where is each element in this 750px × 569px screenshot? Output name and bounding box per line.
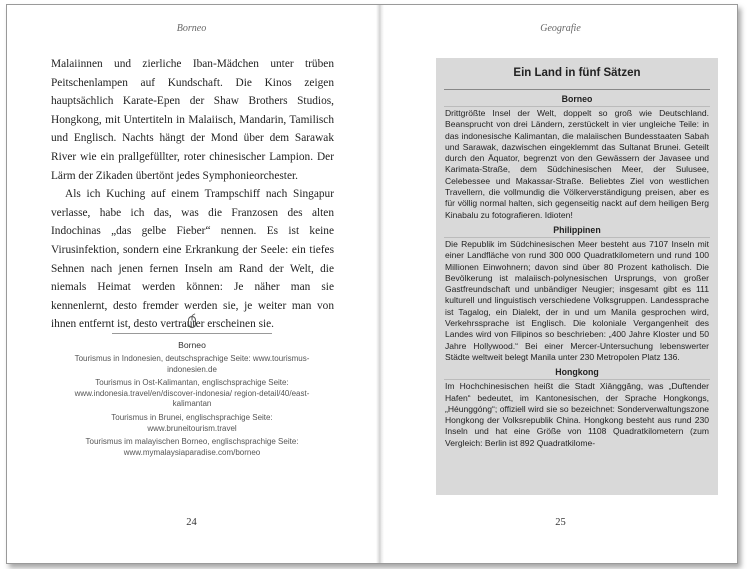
section-text: Die Republik im Südchinesischen Meer besteht aus 7107 Inseln mit einer Landfläche von rund 300 000 Quadratkilometern und rund 100 Millionen Einwohnern; davon sind über 80 Prozent katholisch. Die Bevölkerung ist malaiisch-polynesischen Ursprungs, von großer Gastfreundschaft und unbändiger Neugier; insgesamt gibt es 111 kulturell und linguistisch verschiedene Volksgruppen. Landessprache ist Tagalog, ein Dialekt, der in und um Manila gesprochen wird, Verkehrssprache ist Englisch. Die koloniale Vergangenheit des Landes wird von Filipinos so beschrieben: „400 Jahre Kloster und 50 Jahre Hollywood.“ Bei einer Mercer-Untersuchung lebenswerter Städte weltweit belegt Manila unter 230 Metropolen Platz 136. [445, 238, 709, 362]
box-divider [444, 89, 710, 90]
section-hongkong [436, 366, 718, 449]
section-divider [444, 379, 710, 380]
section-divider [444, 237, 710, 238]
section-text: Im Hochchinesischen heißt die Stadt Xiānggǎng, was „Duftender Hafen“ bedeutet, im Kantonesischen, der Sprache Hongkongs, „Héunggóng“; offiziell wird sie so bezeichnet: Sonderverwaltungszone Hongkong der Volksrepublik China. Hongkong besteht aus rund 230 Inseln und hat eine Größe von 1108 Quadratkilometern (zum Vergleich: Berlin ist 892 Quadratkilome- [445, 381, 709, 448]
right-page [384, 5, 737, 563]
section-heading: Hongkong [555, 367, 599, 378]
section-borneo [436, 93, 718, 221]
info-entry: Tourismus in Ost-Kalimantan, englischsprachige Seite: www.indonesia.travel/en/discover-indonesia/ region-detail/40/east-kalimantan [74, 378, 310, 409]
body-text [51, 55, 334, 334]
page-number-left: 24 [186, 517, 197, 528]
section-heading: Borneo [561, 94, 593, 104]
mouse-icon [184, 313, 200, 329]
book-gutter [376, 5, 384, 563]
body-paragraph: Als ich Kuching auf einem Trampschiff nach Singapur verlasse, habe ich das, was die Franzosen des alten Indochinas „das gelbe Fieber“ nennen. Es ist keine Virusinfektion, sondern eine Erkrankung der Seele: ein tiefes Sehnen nach jenen fernen Inseln am Rand der Welt, die niemals Heimat werden können: Je näher man sie kennenlernt, desto fremder werden sie, je weiter man von ihnen entfernt ist, desto vertrauter erscheinen sie. [51, 188, 334, 331]
info-title: Borneo [178, 340, 206, 350]
info-divider [112, 333, 272, 334]
page-number-right: 25 [555, 517, 566, 528]
running-head-right: Geografie [540, 23, 581, 34]
section-heading: Philippinen [553, 224, 601, 235]
section-divider [444, 106, 710, 107]
section-philippinen [436, 224, 718, 363]
box-title: Ein Land in fünf Sätzen [513, 67, 641, 79]
sidebar-box [436, 58, 718, 495]
running-head-left: Borneo [176, 23, 207, 34]
section-text: Drittgrößte Insel der Welt, doppelt so groß wie Deutschland. Beansprucht von drei Ländern, zerstückelt in vier ungleiche Teile: in das indonesische Kalimantan, die malaiischen Bundesstaaten Sabah und Sarawak, dazwischen eingeklemmt das Sultanat Brunei. Geteilt durch den Äquator, begrenzt von den Gewässern der Javasee und Karimata-Straße, dem Südchinesischen Meer, der Sulusee, Celebessee und Makassar-Straße. Beliebtes Ziel von westlichen Travellern, die vollmundig die Völkerverständigung preisen, aber es für völlig normal halten, sich gegenseitig nackt auf dem heiligen Berg Kinabalu zu fotografieren. Idioten! [445, 108, 709, 220]
body-paragraph: Malaiinnen und zierliche Iban-Mädchen unter trüben Peitschenlampen auf Kundschaft. Die Kinos zeigen hauptsächlich Karate-Epen der Shaw Brothers Studios, Hongkong, mit Untertiteln in Malaiisch, Mandarin, Tamilisch und Englisch. Nachts hängt der Mond über dem Sarawak River wie ein prallgefüllter, roter chinesischer Lampion. Der Lärm der Zikaden übertönt jedes Symphonieorchester. [51, 58, 334, 182]
info-entry: Tourismus in Indonesien, deutschsprachige Seite: www.tourismus-indonesien.de [74, 354, 310, 374]
info-entry: Tourismus in Brunei, englischsprachige Seite: www.bruneitourism.travel [111, 412, 273, 433]
info-box [67, 313, 317, 461]
book-spread [6, 4, 738, 564]
info-entry: Tourismus im malayischen Borneo, englischsprachige Seite: www.mymalaysiaparadise.com/borneo [85, 437, 299, 457]
left-page [7, 5, 376, 563]
